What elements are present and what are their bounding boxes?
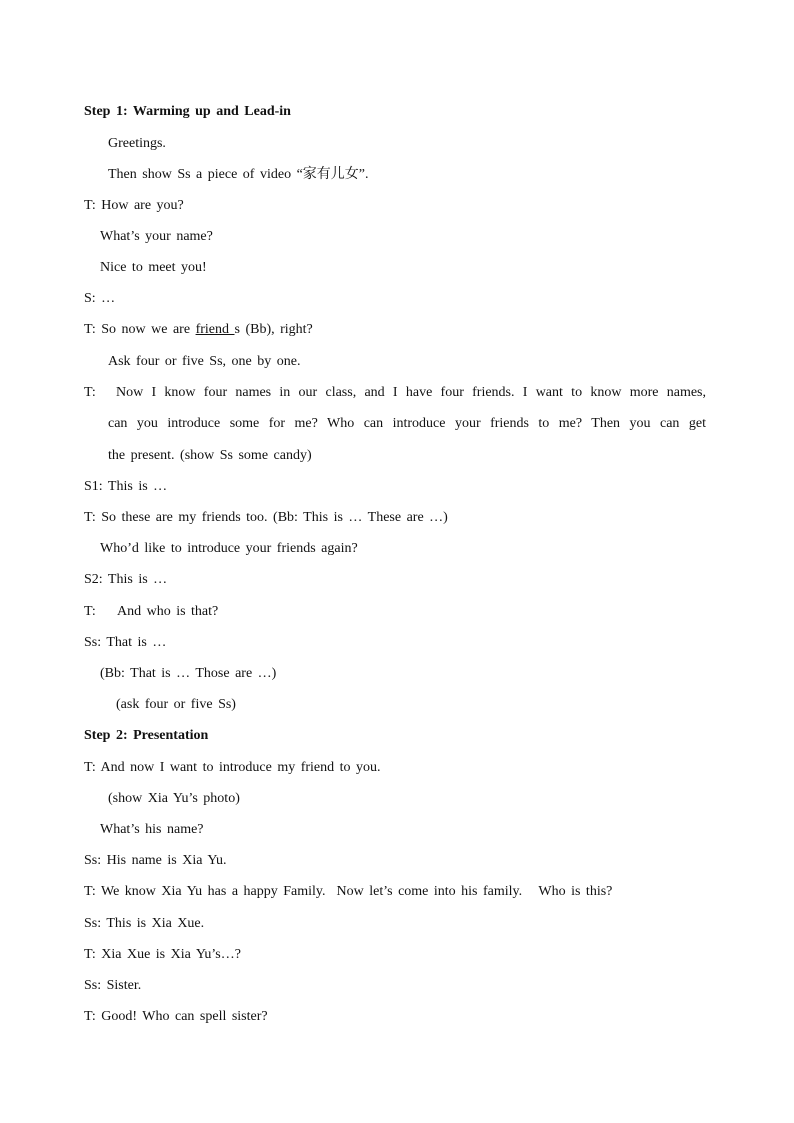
- dialogue-line: What’s your name?: [100, 229, 213, 244]
- dialogue-line: S1: This is …: [84, 479, 168, 494]
- greetings-line: Greetings.: [108, 136, 166, 151]
- dialogue-line: T: So these are my friends too. (Bb: This is … These are …): [84, 510, 448, 525]
- instruction-line: Ask four or five Ss, one by one.: [108, 354, 301, 369]
- dialogue-line: [84, 320, 313, 340]
- dialogue-line: Ss: This is Xia Xue.: [84, 916, 205, 931]
- dialogue-line: Nice to meet you!: [100, 260, 207, 275]
- dialogue-line: S2: This is …: [84, 572, 168, 587]
- dialogue-line: Ss: Sister.: [84, 978, 142, 993]
- dialogue-line: Now I know four names in our class, and I have four friends. I want to know more names,: [116, 385, 706, 400]
- show-video-line: Then show Ss a piece of video “家有儿女”.: [108, 167, 369, 182]
- dialogue-line: Ss: That is …: [84, 635, 167, 650]
- dialogue-line: Who’d like to introduce your friends again?: [100, 541, 358, 556]
- instruction-line: (show Xia Yu’s photo): [108, 791, 240, 806]
- dialogue-line: T: And who is that?: [84, 604, 219, 619]
- speaker-label: T:: [84, 385, 96, 400]
- dialogue-line: T: How are you?: [84, 198, 184, 213]
- dialogue-line: What’s his name?: [100, 822, 204, 837]
- text-segment: T: So now we are: [84, 322, 196, 337]
- instruction-line: (ask four or five Ss): [116, 697, 236, 712]
- step1-heading: Step 1: Warming up and Lead-in: [84, 104, 291, 119]
- dialogue-line: T: Good! Who can spell sister?: [84, 1009, 268, 1024]
- underlined-word: friend: [195, 322, 235, 337]
- dialogue-line: S: …: [84, 291, 116, 306]
- dialogue-line: T: And now I want to introduce my friend to you.: [84, 760, 381, 775]
- blackboard-note: (Bb: That is … Those are …): [100, 666, 277, 681]
- step2-heading: Step 2: Presentation: [84, 728, 209, 743]
- dialogue-line: T: We know Xia Yu has a happy Family. Now let’s come into his family. Who is this?: [84, 884, 613, 899]
- dialogue-line: can you introduce some for me? Who can introduce your friends to me? Then you can get: [108, 416, 706, 431]
- dialogue-line: the present. (show Ss some candy): [108, 448, 312, 463]
- dialogue-line: Ss: His name is Xia Yu.: [84, 853, 227, 868]
- text-segment: s (Bb), right?: [234, 322, 313, 337]
- dialogue-line: T: Xia Xue is Xia Yu’s…?: [84, 947, 241, 962]
